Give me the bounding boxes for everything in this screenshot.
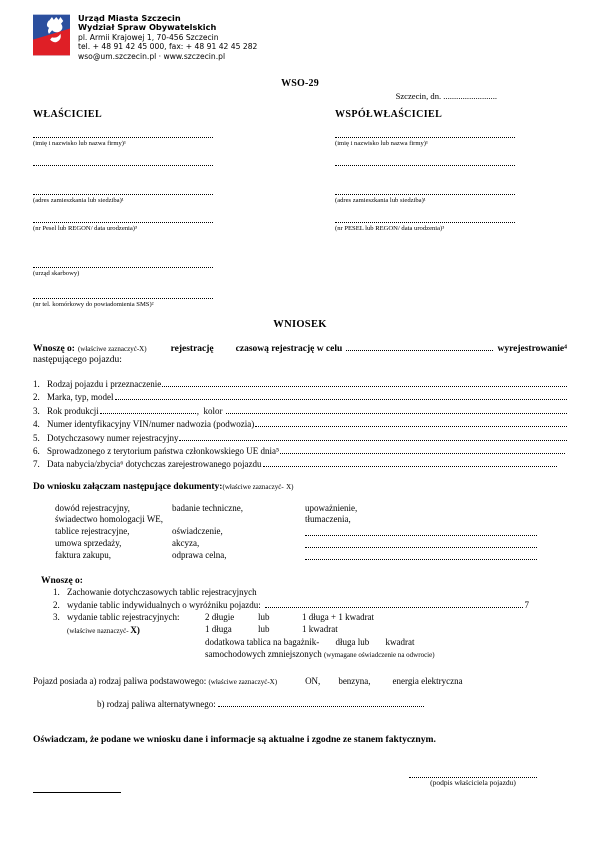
doc-excise: akcyza,: [172, 538, 200, 549]
signature-caption: (podpis właściciela pojazdu): [430, 778, 516, 788]
plate-option-row-3: [205, 636, 567, 648]
plates-section-title: Wnoszę o:: [41, 575, 83, 586]
option-registration: rejestrację: [170, 344, 214, 354]
fuel-option-electric: energia elektryczna: [392, 676, 463, 687]
doc-other-fill-line: [305, 538, 537, 548]
option-long-plus-square: 1 długa + 1 kwadrat: [302, 612, 375, 623]
mark-note: (właściwe zaznaczyć-: [222, 482, 284, 491]
footnote-separator-rule: [33, 792, 121, 793]
letterhead: [33, 13, 567, 63]
fill-line: [179, 431, 567, 441]
org-name-line2: Wydział Spraw Obywatelskich: [78, 22, 217, 33]
reverse-statement-note: (wymagane oświadczenie na odwrocie): [323, 650, 435, 659]
plates-item-keep-plates: 1. Zachowanie dotychczasowych tablic rejestracyjnych: [53, 586, 257, 597]
option-two-long: 2 długie: [205, 612, 235, 623]
owner-tax-office-line: [33, 267, 213, 268]
co-owner-title: WSPÓŁWŁAŚCICIEL: [335, 109, 443, 120]
request-label: Wnoszę o:: [33, 344, 75, 354]
doc-technical-inspection: badanie techniczne,: [172, 502, 243, 513]
list-item-vehicle-type: 1. Rodzaj pojazdu i przeznaczenie: [33, 377, 567, 390]
option-extra-carrier-plate: dodatkowa tablica na bagażnik-: [205, 636, 320, 647]
plate-option-row-1: 2 długie lub 1 długa + 1 kwadrat: [205, 611, 567, 623]
owner-column: [33, 109, 213, 309]
owner-name-caption: (imię i nazwisko lub nazwa firmy)¹: [33, 140, 126, 147]
list-item-year-color: 3. Rok produkcji , kolor: [33, 404, 567, 417]
owner-address-caption: (adres zamieszkania lub siedziba)¹: [33, 197, 124, 204]
co-owner-pesel-caption: (nr PESEL lub REGON/ data urodzenia)³: [335, 225, 445, 232]
individual-plates-fill-line: [265, 598, 523, 608]
owner-address-line: [33, 194, 213, 195]
owner-pesel-line: [33, 222, 213, 223]
doc-translations: tłumaczenia,: [305, 514, 351, 525]
option-one-square: 1 kwadrat: [302, 624, 338, 635]
doc-homologation-certificate: świadectwo homologacji WE,: [55, 514, 164, 525]
owners-section: [33, 109, 567, 309]
mark-note: (właściwe naznaczyć- X): [67, 625, 140, 636]
purpose-fill-line: [346, 341, 493, 351]
plates-item-individual-plates: 2. wydanie tablic indywidualnych o wyróżniku pojazdu: 7: [53, 600, 529, 611]
org-name-line1: Urząd Miasta Szczecin: [78, 13, 181, 23]
color-fill-line: [226, 404, 567, 414]
fuel-option-petrol: benzyna,: [338, 676, 371, 687]
org-web: wso@um.szczecin.pl · www.szczecin.pl: [78, 51, 226, 61]
mark-note: (właściwe zaznaczyć-: [77, 345, 140, 353]
form-code: WSO-29: [281, 78, 319, 89]
fill-line: [162, 377, 567, 387]
application-title: WNIOSEK: [273, 319, 327, 330]
option-temporary-registration: czasową rejestrację w celu: [235, 344, 343, 354]
co-owner-name-line2: [335, 165, 515, 166]
co-owner-address-line: [335, 194, 515, 195]
list-item-eu-import-date: 6. Sprowadzonego z terytorium państwa członkowskiego UE dnia⁵: [33, 444, 567, 457]
fill-line: [263, 457, 557, 467]
owner-tax-office-caption: (urząd skarbowy): [33, 270, 80, 277]
option-deregistration: wyrejestrowanie⁴: [497, 344, 567, 354]
footnote-7-marker: 7: [524, 600, 529, 611]
signature-block: [409, 777, 537, 787]
org-contact: tel. + 48 91 42 45 000, fax: + 48 91 42 45 282: [78, 42, 258, 52]
owner-name-line: [33, 137, 213, 138]
option-one-long: 1 długa: [205, 624, 232, 635]
fill-line: [115, 390, 568, 400]
list-item-current-plate-number: 5. Dotychczasowy numer rejestracyjny: [33, 431, 567, 444]
co-owner-name-caption: (imię i nazwisko lub nazwa firmy)¹: [335, 140, 428, 147]
mark-note-x: X): [286, 482, 294, 491]
fill-line: [255, 417, 567, 427]
alternative-fuel-fill-line: [218, 697, 424, 707]
footer: [33, 777, 567, 793]
doc-other-fill-line: [305, 526, 537, 536]
vehicle-details-list: [33, 377, 567, 471]
doc-sale-agreement: umowa sprzedaży,: [55, 538, 122, 549]
doc-license-plates: tablice rejestracyjne,: [55, 525, 130, 536]
owner-title: WŁAŚCICIEL: [33, 109, 103, 120]
fuel-alternative-line: b) rodzaj paliwa alternatywnego:: [97, 697, 567, 709]
list-item-acquisition-date: 7. Data nabycia/zbycia⁶ dotychczas zarejestrowanego pojazdu: [33, 457, 567, 470]
szczecin-coat-of-arms-icon: [33, 13, 70, 57]
option-carrier-long: długa lub: [335, 636, 370, 647]
co-owner-address-caption: (adres zamieszkania lub siedziba)¹: [335, 197, 426, 204]
plates-section: [41, 576, 567, 661]
fill-line: [280, 444, 565, 454]
doc-customs-clearance: odprawa celna,: [172, 550, 227, 561]
owner-sms-line: [33, 298, 213, 299]
plate-option-row-2: 1 długa lub 1 kwadrat: [205, 623, 567, 635]
doc-other-fill-line: [305, 550, 537, 560]
plate-option-row-4: [205, 648, 567, 661]
fuel-primary-line: Pojazd posiada a) rodzaj paliwa podstawowego: (właściwe zaznaczyć- X) ON, benzyna, energia elektryczna: [33, 676, 463, 687]
option-carrier-square: kwadrat: [385, 636, 415, 647]
org-address: pl. Armii Krajowej 1, 70-456 Szczecin: [78, 32, 219, 42]
co-owner-column: [335, 109, 515, 309]
list-item-make-model: 2. Marka, typ, model: [33, 390, 567, 403]
plates-item-issue-plates: 3. wydanie tablic rejestracyjnych: (właściwe naznaczyć- X) 2 długie lub 1 długa + 1 kwadrat 1 długa lub 1 kwadrat dodatkowa tablica na bagażnik- długa lub kwadrat samochodowych zmniejszonych (wymagane oświadczenie na odwrocie): [41, 611, 567, 661]
owner-name-line2: [33, 165, 213, 166]
documents-grid: [55, 503, 567, 563]
request-line: [33, 341, 567, 354]
request-line-continuation: następującego pojazdu:: [33, 355, 122, 365]
date-line: Szczecin, dn. .........................: [395, 91, 497, 101]
fuel-option-diesel: ON,: [305, 676, 321, 687]
owner-pesel-caption: (nr Pesel lub REGON/ data urodzenia)³: [33, 225, 137, 232]
doc-registration-card: dowód rejestracyjny,: [55, 502, 130, 513]
option-reduced-size: samochodowych zmniejszonych: [205, 648, 324, 659]
doc-authorization: upoważnienie,: [305, 502, 358, 513]
mark-note-x: X): [139, 345, 147, 353]
mark-note: (właściwe zaznaczyć-: [208, 678, 270, 687]
list-item-vin: 4. Numer identyfikacyjny VIN/numer nadwozia (podwozia): [33, 417, 567, 430]
co-owner-pesel-line: [335, 222, 515, 223]
doc-purchase-invoice: faktura zakupu,: [55, 550, 111, 561]
doc-statement: oświadczenie,: [172, 525, 223, 536]
declaration-statement: Oświadczam, że podane we wniosku dane i informacje są aktualne i zgodne ze stanem faktycznym.: [33, 734, 436, 746]
documents-heading: Do wniosku załączam następujące dokumenty:(właściwe zaznaczyć- X): [33, 481, 294, 492]
owner-sms-caption: (nr tel. komórkowy do powiadomienia SMS)²: [33, 301, 154, 308]
co-owner-name-line: [335, 137, 515, 138]
year-fill-line: [100, 404, 196, 414]
mark-note-x: X): [269, 678, 278, 687]
